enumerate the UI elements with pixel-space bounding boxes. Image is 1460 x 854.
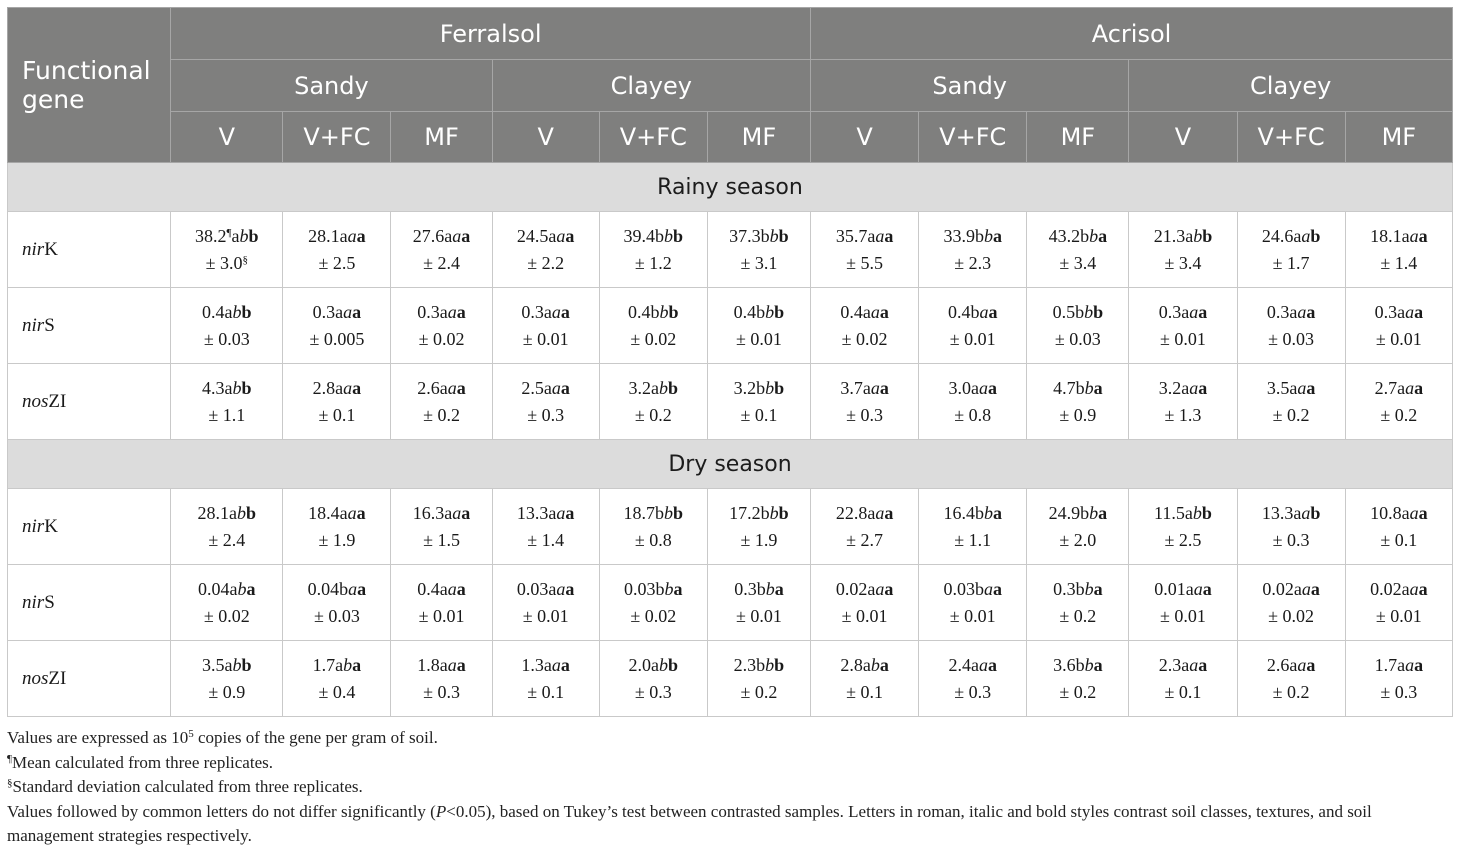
- table-cell: [707, 212, 810, 288]
- std-dev-value: ± 0.2: [1272, 681, 1310, 702]
- mean-value: 24.6aab: [1261, 225, 1321, 246]
- mean-value: 38.2¶abb: [195, 225, 259, 246]
- std-dev-value: ± 1.5: [423, 529, 460, 550]
- std-dev-value: ± 0.8: [954, 404, 992, 425]
- std-dev-value: ± 0.2: [1059, 681, 1097, 702]
- table-cell: [1027, 565, 1129, 641]
- std-dev-value: ± 0.3: [1272, 529, 1310, 550]
- mean-value: 27.6aaa: [412, 225, 471, 246]
- std-dev-value: ± 0.03: [1054, 328, 1101, 349]
- std-dev-value: ± 0.1: [1164, 681, 1202, 702]
- table-cell: [919, 288, 1027, 364]
- std-dev-value: ± 0.1: [740, 404, 778, 425]
- mean-value: 0.03baa: [943, 578, 1002, 599]
- table-cell: [919, 212, 1027, 288]
- mean-value: 0.02aaa: [835, 578, 894, 599]
- mean-value: 2.5aaa: [521, 377, 570, 398]
- std-dev-value: ± 0.01: [1375, 328, 1422, 349]
- gene-name: nosZI: [8, 641, 171, 717]
- management-header: V: [171, 112, 283, 163]
- management-header: MF: [707, 112, 810, 163]
- std-dev-value: ± 0.2: [423, 404, 460, 425]
- std-dev-value: ± 0.2: [1380, 404, 1418, 425]
- table-cell: [707, 364, 810, 440]
- table-footnotes: [7, 726, 1453, 849]
- table-cell: [1027, 641, 1129, 717]
- std-dev-value: ± 1.9: [740, 529, 778, 550]
- std-dev-value: ± 1.7: [1272, 252, 1310, 273]
- std-dev-value: ± 2.7: [846, 529, 884, 550]
- mean-value: 2.6aaa: [1266, 654, 1316, 675]
- table-cell: [1027, 288, 1129, 364]
- mean-value: 0.3aaa: [417, 301, 466, 322]
- mean-value: 0.04aba: [198, 578, 256, 599]
- std-dev-value: ± 0.2: [740, 681, 778, 702]
- mean-value: 39.4bbb: [623, 225, 684, 246]
- table-cell: [171, 565, 283, 641]
- std-dev-value: ± 0.01: [735, 328, 782, 349]
- mean-value: 24.5aaa: [516, 225, 575, 246]
- mean-value: 28.1aaa: [308, 225, 366, 246]
- std-dev-value: ± 0.02: [841, 328, 888, 349]
- mean-value: 33.9bba: [943, 225, 1002, 246]
- table-cell: [1237, 565, 1345, 641]
- mean-value: 0.03bba: [624, 578, 683, 599]
- gene-name: nosZI: [8, 364, 171, 440]
- table-cell: [599, 489, 707, 565]
- table-cell: [599, 641, 707, 717]
- table-cell: [1237, 288, 1345, 364]
- mean-value: 0.3bba: [734, 578, 784, 599]
- season-label: Dry season: [8, 440, 1453, 489]
- std-dev-value: ± 2.5: [318, 252, 356, 273]
- std-dev-value: ± 2.0: [1059, 529, 1097, 550]
- table-cell: [1129, 212, 1237, 288]
- management-header: V+FC: [919, 112, 1027, 163]
- table-cell: [707, 565, 810, 641]
- std-dev-value: ± 0.1: [1380, 529, 1418, 550]
- table-cell: [171, 288, 283, 364]
- std-dev-value: ± 2.5: [1164, 529, 1202, 550]
- mean-value: 24.9bba: [1048, 502, 1108, 523]
- mean-value: 0.3aaa: [521, 301, 570, 322]
- std-dev-value: ± 0.01: [418, 605, 465, 626]
- mean-value: 0.4aaa: [417, 578, 466, 599]
- table-cell: [1345, 565, 1452, 641]
- mean-value: 37.3bbb: [729, 225, 789, 246]
- std-dev-value: ± 0.01: [522, 605, 569, 626]
- management-header: MF: [1027, 112, 1129, 163]
- table-cell: [171, 212, 283, 288]
- mean-value: 2.4aaa: [948, 654, 997, 675]
- mean-value: 2.8aba: [840, 654, 889, 675]
- mean-value: 0.3aaa: [1266, 301, 1316, 322]
- std-dev-value: ± 0.02: [203, 605, 250, 626]
- table-cell: [811, 288, 919, 364]
- table-cell: [283, 565, 391, 641]
- table-cell: [1345, 641, 1452, 717]
- table-cell: [391, 565, 492, 641]
- table-cell: [1237, 212, 1345, 288]
- texture-header: Sandy: [171, 60, 492, 112]
- table-row: [8, 565, 1453, 641]
- std-dev-value: ± 3.4: [1164, 252, 1202, 273]
- mean-value: 0.4bbb: [733, 301, 785, 322]
- table-cell: [599, 288, 707, 364]
- table-container: [7, 7, 1453, 717]
- gene-name: nirS: [8, 288, 171, 364]
- management-header: V: [811, 112, 919, 163]
- mean-value: 3.2aaa: [1158, 377, 1208, 398]
- table-cell: [391, 288, 492, 364]
- std-dev-value: ± 0.3: [527, 404, 565, 425]
- std-dev-value: ± 2.4: [208, 529, 246, 550]
- table-body: [8, 163, 1453, 717]
- mean-value: 0.4bbb: [628, 301, 679, 322]
- table-cell: [283, 489, 391, 565]
- table-row: [8, 212, 1453, 288]
- footnote-units: Values are expressed as $10^5$ copies of the gene per gram of soil.: [7, 728, 438, 747]
- mean-value: 10.8aaa: [1370, 502, 1428, 523]
- mean-value: 13.3aab: [1261, 502, 1321, 523]
- management-header: MF: [1345, 112, 1452, 163]
- std-dev-value: ± 0.03: [313, 605, 360, 626]
- table-cell: [492, 565, 599, 641]
- functional-gene-header: Functional gene: [8, 8, 171, 163]
- mean-value: 0.02aaa: [1370, 578, 1428, 599]
- table-cell: [811, 565, 919, 641]
- table-cell: [391, 641, 492, 717]
- mean-value: 2.3bbb: [733, 654, 785, 675]
- std-dev-value: ± 1.1: [208, 404, 246, 425]
- std-dev-value: ± 0.3: [634, 681, 672, 702]
- table-cell: [811, 641, 919, 717]
- mean-value: 22.8aaa: [835, 502, 894, 523]
- std-dev-value: ± 0.02: [1268, 605, 1315, 626]
- mean-value: 0.04baa: [307, 578, 367, 599]
- mean-value: 35.7aaa: [835, 225, 894, 246]
- gene-abundance-table: [7, 7, 1453, 717]
- table-cell: [391, 364, 492, 440]
- std-dev-value: ± 0.2: [1272, 404, 1310, 425]
- gene-name: nirS: [8, 565, 171, 641]
- table-cell: [811, 489, 919, 565]
- std-dev-value: ± 0.3: [846, 404, 884, 425]
- mean-value: 3.5abb: [202, 654, 252, 675]
- management-header: V+FC: [1237, 112, 1345, 163]
- std-dev-value: ± 2.4: [423, 252, 460, 273]
- mean-value: 0.3aaa: [312, 301, 362, 322]
- table-cell: [492, 641, 599, 717]
- table-cell: [492, 288, 599, 364]
- management-header: V: [492, 112, 599, 163]
- table-cell: [1129, 489, 1237, 565]
- table-row: [8, 641, 1453, 717]
- table-cell: [599, 565, 707, 641]
- std-dev-value: ± 0.3: [1380, 681, 1418, 702]
- mean-value: 0.4abb: [202, 301, 252, 322]
- mean-value: 18.4aaa: [308, 502, 366, 523]
- table-cell: [1237, 489, 1345, 565]
- management-header: MF: [391, 112, 492, 163]
- std-dev-value: ± 0.3: [954, 681, 992, 702]
- table-cell: [1129, 364, 1237, 440]
- table-cell: [171, 641, 283, 717]
- mean-value: 16.4bba: [943, 502, 1002, 523]
- std-dev-value: ± 0.9: [1059, 404, 1097, 425]
- table-cell: [283, 212, 391, 288]
- table-cell: [707, 641, 810, 717]
- table-cell: [919, 565, 1027, 641]
- mean-value: 13.3aaa: [516, 502, 575, 523]
- std-dev-value: ± 0.2: [1059, 605, 1097, 626]
- mean-value: 3.6bba: [1053, 654, 1103, 675]
- mean-value: 17.2bbb: [729, 502, 789, 523]
- mean-value: 3.2abb: [628, 377, 679, 398]
- footnote-significance: Values followed by common letters do not differ significantly (P<0.05), based on Tukey’s test between contrasted samples. Letters in roman, italic and bold styles contrast soil classes, textures, and soil management strategies respectively.: [7, 801, 1372, 845]
- gene-name: nirK: [8, 212, 171, 288]
- mean-value: 3.7aaa: [840, 377, 889, 398]
- std-dev-value: ± 0.1: [527, 681, 565, 702]
- texture-header: Sandy: [811, 60, 1129, 112]
- table-cell: [919, 641, 1027, 717]
- std-dev-value: ± 0.2: [634, 404, 672, 425]
- mean-value: 0.3aaa: [1374, 301, 1424, 322]
- soil-class-header-ferralsol: Ferralsol: [171, 8, 811, 60]
- table-cell: [283, 364, 391, 440]
- std-dev-value: ± 0.01: [949, 605, 996, 626]
- mean-value: 4.7bba: [1053, 377, 1103, 398]
- season-row: [8, 163, 1453, 212]
- management-header: V: [1129, 112, 1237, 163]
- std-dev-value: ± 1.4: [527, 529, 565, 550]
- table-cell: [1345, 212, 1452, 288]
- std-dev-value: ± 0.01: [1375, 605, 1422, 626]
- std-dev-value: ± 0.005: [309, 328, 365, 349]
- table-cell: [1129, 288, 1237, 364]
- table-cell: [171, 489, 283, 565]
- std-dev-value: ± 3.4: [1059, 252, 1097, 273]
- table-cell: [919, 364, 1027, 440]
- table-cell: [283, 288, 391, 364]
- mean-value: 3.2bbb: [733, 377, 785, 398]
- mean-value: 2.7aaa: [1374, 377, 1424, 398]
- mean-value: 2.8aaa: [312, 377, 362, 398]
- std-dev-value: ± 3.0§: [205, 252, 248, 273]
- season-row: [8, 440, 1453, 489]
- table-cell: [1345, 489, 1452, 565]
- footnote-mean: ¶Mean calculated from three replicates.: [7, 752, 273, 772]
- mean-value: 0.3aaa: [1158, 301, 1208, 322]
- mean-value: 0.4baa: [947, 301, 998, 322]
- std-dev-value: ± 0.01: [735, 605, 782, 626]
- table-row: [8, 364, 1453, 440]
- std-dev-value: ± 1.2: [634, 252, 672, 273]
- mean-value: 2.6aaa: [417, 377, 466, 398]
- table-cell: [599, 212, 707, 288]
- mean-value: 21.3abb: [1153, 225, 1213, 246]
- mean-value: 43.2bba: [1048, 225, 1108, 246]
- mean-value: 28.1abb: [197, 502, 257, 523]
- mean-value: 4.3abb: [202, 377, 252, 398]
- table-cell: [811, 364, 919, 440]
- std-dev-value: ± 1.4: [1380, 252, 1418, 273]
- mean-value: 2.3aaa: [1158, 654, 1208, 675]
- table-cell: [1027, 489, 1129, 565]
- table-cell: [283, 641, 391, 717]
- std-dev-value: ± 1.3: [1164, 404, 1202, 425]
- mean-value: 0.4aaa: [840, 301, 889, 322]
- table-row: [8, 288, 1453, 364]
- table-cell: [1129, 641, 1237, 717]
- std-dev-value: ± 2.3: [954, 252, 992, 273]
- mean-value: 0.01aaa: [1154, 578, 1212, 599]
- table-cell: [492, 212, 599, 288]
- table-cell: [1027, 364, 1129, 440]
- std-dev-value: ± 0.01: [949, 328, 996, 349]
- std-dev-value: ± 0.01: [841, 605, 888, 626]
- table-cell: [707, 288, 810, 364]
- table-cell: [1237, 364, 1345, 440]
- mean-value: 2.0abb: [628, 654, 679, 675]
- table-cell: [599, 364, 707, 440]
- std-dev-value: ± 1.9: [318, 529, 356, 550]
- mean-value: 3.5aaa: [1266, 377, 1316, 398]
- std-dev-value: ± 0.1: [318, 404, 356, 425]
- footnote-sd: §Standard deviation calculated from three replicates.: [7, 777, 363, 796]
- mean-value: 0.02aaa: [1262, 578, 1320, 599]
- table-header: [8, 8, 1453, 163]
- table-cell: [707, 489, 810, 565]
- std-dev-value: ± 0.03: [1268, 328, 1315, 349]
- management-header: V+FC: [599, 112, 707, 163]
- std-dev-value: ± 0.1: [846, 681, 884, 702]
- mean-value: 3.0aaa: [948, 377, 997, 398]
- table-cell: [171, 364, 283, 440]
- std-dev-value: ± 2.2: [527, 252, 565, 273]
- std-dev-value: ± 0.01: [522, 328, 569, 349]
- table-cell: [391, 489, 492, 565]
- mean-value: 0.5bbb: [1052, 301, 1104, 322]
- mean-value: 1.7aba: [312, 654, 362, 675]
- table-cell: [811, 212, 919, 288]
- mean-value: 11.5abb: [1154, 502, 1212, 523]
- mean-value: 1.7aaa: [1374, 654, 1424, 675]
- std-dev-value: ± 0.02: [418, 328, 465, 349]
- soil-class-header-acrisol: Acrisol: [811, 8, 1453, 60]
- std-dev-value: ± 0.02: [630, 328, 677, 349]
- mean-value: 1.8aaa: [417, 654, 466, 675]
- std-dev-value: ± 0.01: [1160, 605, 1206, 626]
- table-cell: [391, 212, 492, 288]
- gene-name: nirK: [8, 489, 171, 565]
- mean-value: 18.1aaa: [1370, 225, 1428, 246]
- std-dev-value: ± 0.01: [1160, 328, 1206, 349]
- table-row: [8, 489, 1453, 565]
- mean-value: 16.3aaa: [412, 502, 471, 523]
- table-cell: [492, 364, 599, 440]
- table-cell: [492, 489, 599, 565]
- std-dev-value: ± 0.3: [423, 681, 460, 702]
- mean-value: 0.03aaa: [516, 578, 575, 599]
- table-cell: [919, 489, 1027, 565]
- mean-value: 0.3bba: [1053, 578, 1103, 599]
- std-dev-value: ± 0.9: [208, 681, 246, 702]
- std-dev-value: ± 3.1: [740, 252, 778, 273]
- table-cell: [1345, 364, 1452, 440]
- table-cell: [1027, 212, 1129, 288]
- mean-value: 18.7bbb: [623, 502, 684, 523]
- texture-header: Clayey: [1129, 60, 1453, 112]
- table-cell: [1129, 565, 1237, 641]
- texture-header: Clayey: [492, 60, 810, 112]
- std-dev-value: ± 0.4: [318, 681, 356, 702]
- std-dev-value: ± 1.1: [954, 529, 992, 550]
- table-cell: [1237, 641, 1345, 717]
- std-dev-value: ± 0.02: [630, 605, 677, 626]
- std-dev-value: ± 0.03: [203, 328, 250, 349]
- table-cell: [1345, 288, 1452, 364]
- std-dev-value: ± 0.8: [634, 529, 672, 550]
- std-dev-value: ± 5.5: [846, 252, 884, 273]
- season-label: Rainy season: [8, 163, 1453, 212]
- management-header: V+FC: [283, 112, 391, 163]
- mean-value: 1.3aaa: [521, 654, 570, 675]
